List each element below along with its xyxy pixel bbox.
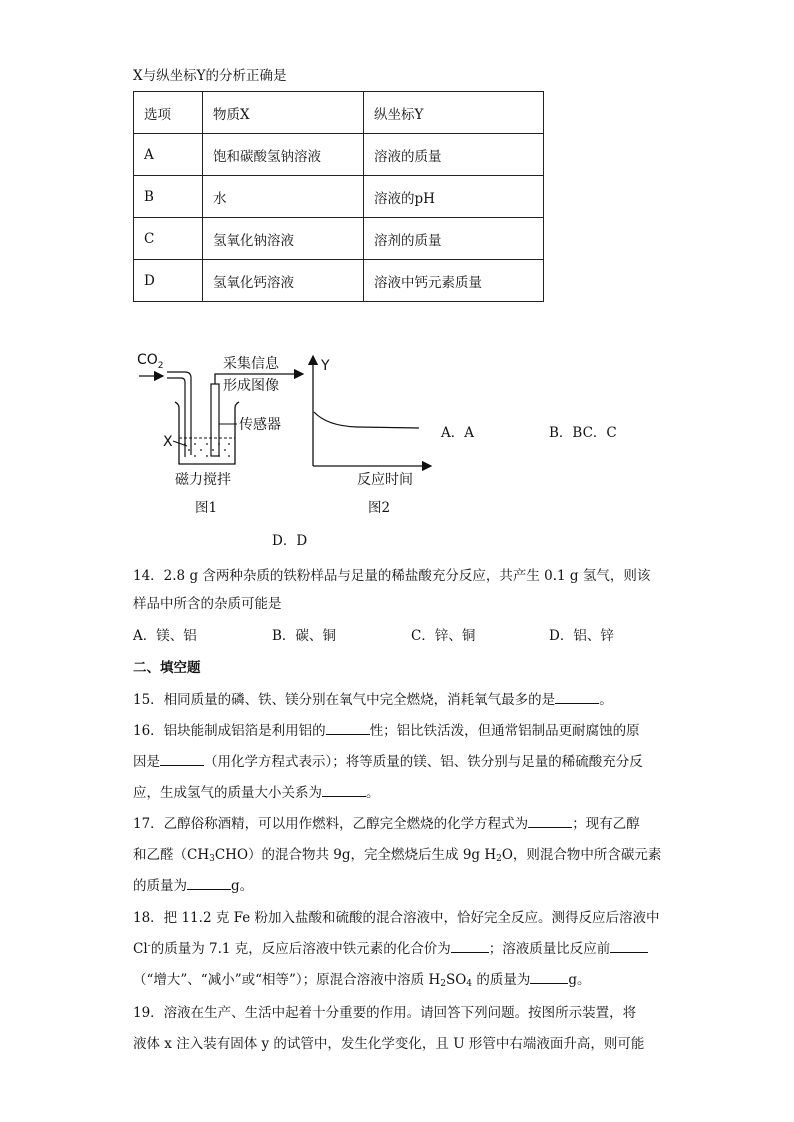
q14-line1: 14．2.8 g 含两种杂质的铁粉样品与足量的稀盐酸充分反应，共产生 0.1 g 氢气，则该 bbox=[133, 568, 651, 584]
table-cell: B bbox=[134, 176, 203, 218]
q17-text: g。 bbox=[231, 878, 254, 894]
y-curve bbox=[314, 412, 419, 428]
q18-line2 bbox=[133, 937, 648, 957]
q16-text: 应，生成氢气的质量大小关系为 bbox=[133, 785, 322, 801]
subscript: 2 bbox=[496, 854, 502, 864]
answer-blank[interactable] bbox=[530, 969, 568, 984]
option-a: A．A bbox=[441, 425, 474, 441]
answer-blank[interactable] bbox=[610, 938, 648, 953]
q18-line3 bbox=[133, 968, 590, 989]
table-header-cell: 纵坐标Y bbox=[364, 92, 544, 134]
q14-option-d: D．铝、锌 bbox=[549, 628, 614, 644]
table-cell: 饱和碳酸氢钠溶液 bbox=[203, 134, 364, 176]
table-cell: A bbox=[134, 134, 203, 176]
subscript: 4 bbox=[466, 979, 473, 989]
options-table bbox=[133, 91, 544, 302]
q18-text: SO bbox=[445, 972, 467, 988]
q17-text: ；现有乙醇 bbox=[572, 816, 640, 832]
table-cell: 溶液中钙元素质量 bbox=[364, 260, 544, 302]
q18-line1: 18．把 11.2 克 Fe 粉加入盐酸和硫酸的混合溶液中，恰好完全反应。测得反应后溶液中 bbox=[133, 910, 660, 926]
section-heading: 二、填空题 bbox=[133, 660, 201, 676]
q17-text: CHO）的混合物共 9g，完全燃烧后生成 9g H bbox=[214, 847, 497, 863]
q16-line1 bbox=[133, 719, 640, 739]
q16-text: 因是 bbox=[133, 754, 160, 770]
form-image-label: 形成图像 bbox=[223, 378, 279, 394]
table-header-row bbox=[134, 92, 544, 134]
q15-text: 15．相同质量的磷、铁、镁分别在氧气中完全燃烧，消耗氧气最多的是 bbox=[133, 692, 556, 708]
table-cell: 氢氧化钙溶液 bbox=[203, 260, 364, 302]
table-cell: 溶剂的质量 bbox=[364, 218, 544, 260]
option-d: D．D bbox=[272, 533, 308, 549]
table-row bbox=[134, 218, 544, 260]
table-row bbox=[134, 260, 544, 302]
q19-line2: 液体 x 注入装有固体 y 的试管中，发生化学变化，且 U 形管中右端液面升高，则可能 bbox=[133, 1036, 645, 1052]
q16-text: 。 bbox=[366, 785, 380, 801]
answer-blank[interactable] bbox=[326, 720, 370, 735]
q14-option-b: B．碳、铜 bbox=[272, 628, 336, 644]
stir-label: 磁力搅拌 bbox=[175, 472, 231, 488]
answer-blank[interactable] bbox=[451, 938, 489, 953]
q18-text: 的质量为 bbox=[472, 972, 531, 988]
superscript: - bbox=[147, 941, 151, 951]
q16-text: （用化学方程式表示）；将等质量的镁、铝、铁分别与足量的稀硫酸充分反 bbox=[204, 754, 643, 770]
q16-text: 16．铝块能制成铝箔是利用铝的 bbox=[133, 723, 326, 739]
q17-text: 17．乙醇俗称酒精，可以用作燃料，乙醇完全燃烧的化学方程式为 bbox=[133, 816, 529, 832]
table-row bbox=[134, 176, 544, 218]
q14-option-a: A．镁、铝 bbox=[133, 628, 197, 644]
q17-line1 bbox=[133, 812, 640, 832]
collect-info-label: 采集信息 bbox=[223, 356, 279, 372]
q15-end: 。 bbox=[599, 692, 613, 708]
x-axis-label: 反应时间 bbox=[357, 472, 413, 488]
q17-text: 和乙醛（CH bbox=[133, 847, 210, 863]
q18-text: g。 bbox=[568, 972, 591, 988]
q18-text: Cl bbox=[133, 941, 148, 957]
q17-text: O，则混合物中所含碳元素 bbox=[501, 847, 662, 863]
q18-text: （“增大”、“减小”或“相等”）；原混合溶液中溶质 H bbox=[133, 972, 441, 988]
answer-blank[interactable] bbox=[528, 813, 572, 828]
q17-line2 bbox=[133, 843, 661, 864]
y-axis-label: Y bbox=[321, 358, 330, 374]
q18-text: ；溶液质量比反应前 bbox=[488, 941, 611, 957]
q14-option-c: C．锌、铜 bbox=[411, 628, 476, 644]
table-cell: D bbox=[134, 260, 203, 302]
table-cell: C bbox=[134, 218, 203, 260]
subscript: 3 bbox=[209, 854, 215, 864]
q16-line3 bbox=[133, 781, 380, 801]
q16-text: 性；铝比铁活泼，但通常铝制品更耐腐蚀的原 bbox=[369, 723, 640, 739]
answer-blank[interactable] bbox=[555, 689, 599, 704]
experiment-figure bbox=[125, 340, 445, 530]
q17-line3 bbox=[133, 874, 253, 894]
q17-text: 的质量为 bbox=[133, 878, 187, 894]
q13-intro: X与纵坐标Y的分析正确是 bbox=[133, 68, 287, 84]
table-header-cell: 选项 bbox=[134, 92, 203, 134]
answer-blank[interactable] bbox=[160, 751, 204, 766]
option-bc: B．BC．C bbox=[549, 425, 617, 441]
q16-line2 bbox=[133, 750, 643, 770]
q14-line2: 样品中所含的杂质可能是 bbox=[133, 596, 282, 612]
table-row bbox=[134, 134, 544, 176]
answer-blank[interactable] bbox=[187, 875, 231, 890]
answer-blank[interactable] bbox=[322, 782, 366, 797]
table-cell: 氢氧化钠溶液 bbox=[203, 218, 364, 260]
x-label: X bbox=[163, 434, 173, 450]
table-cell: 溶液的pH bbox=[364, 176, 544, 218]
q19-line1: 19．溶液在生产、生活中起着十分重要的作用。请回答下列问题。按图所示装置，将 bbox=[133, 1005, 637, 1021]
sensor-label: 传感器 bbox=[239, 417, 281, 433]
figure2-caption: 图2 bbox=[368, 500, 391, 516]
sensor-probe bbox=[211, 384, 219, 456]
table-cell: 水 bbox=[203, 176, 364, 218]
co2-label: $CO_2$ bbox=[137, 352, 164, 371]
table-cell: 溶液的质量 bbox=[364, 134, 544, 176]
q18-text: 的质量为 7.1 克，反应后溶液中铁元素的化合价为 bbox=[150, 941, 451, 957]
q15 bbox=[133, 688, 613, 708]
subscript: 2 bbox=[440, 979, 446, 989]
figure1-caption: 图1 bbox=[195, 500, 218, 516]
table-header-cell: 物质X bbox=[203, 92, 364, 134]
